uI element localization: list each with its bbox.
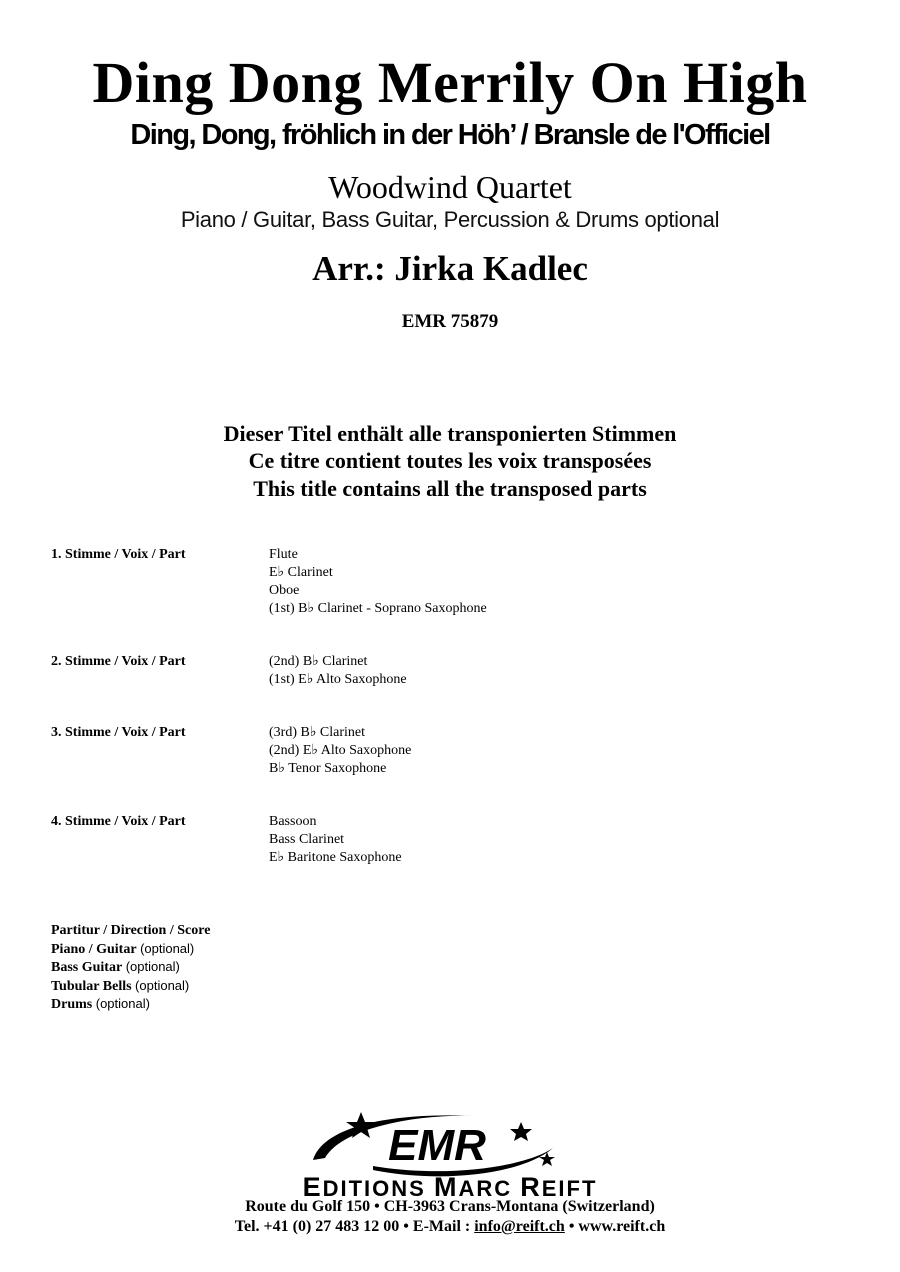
part-3-label: 3. Stimme / Voix / Part	[51, 725, 186, 740]
part-instrument: B♭ Tenor Saxophone	[269, 761, 387, 776]
part-instrument: (1st) B♭ Clarinet - Soprano Saxophone	[269, 601, 487, 616]
part-instrument: Bassoon	[269, 814, 317, 829]
extra-part: Tubular Bells (optional)	[51, 977, 190, 994]
part-1-instruments	[269, 546, 487, 618]
optional-instruments: Piano / Guitar, Bass Guitar, Percussion & Drums optional	[180, 207, 720, 232]
page-subtitle: Ding, Dong, fröhlich in der Höh’ / Bransle de l'Officiel	[130, 119, 770, 151]
part-instrument: E♭ Baritone Saxophone	[269, 850, 402, 865]
part-instrument: (2nd) B♭ Clarinet	[269, 654, 368, 669]
extra-part: Drums (optional)	[51, 996, 150, 1012]
part-instrument: Flute	[269, 547, 298, 562]
arranger: Arr.: Jirka Kadlec	[312, 249, 588, 288]
page-title: Ding Dong Merrily On High	[92, 50, 808, 115]
part-4-instruments	[269, 813, 402, 867]
emr-logo	[303, 1108, 565, 1182]
website-link[interactable]: • www.reift.ch	[564, 1218, 666, 1235]
part-instrument: (2nd) E♭ Alto Saxophone	[269, 743, 412, 758]
part-2-label: 2. Stimme / Voix / Part	[51, 654, 186, 669]
part-instrument: (3rd) B♭ Clarinet	[269, 725, 366, 740]
extra-parts-list	[51, 921, 210, 1014]
part-instrument: (1st) E♭ Alto Saxophone	[269, 672, 407, 687]
part-4-label: 4. Stimme / Voix / Part	[51, 814, 186, 829]
part-3-instruments	[269, 724, 411, 778]
ensemble: Woodwind Quartet	[328, 169, 572, 205]
catalog-number: EMR 75879	[401, 311, 499, 332]
transposed-note-de: Dieser Titel enthält alle transponierten Stimmen	[223, 421, 677, 446]
logo-text: EMR	[388, 1121, 486, 1170]
transposed-note-fr: Ce titre contient toutes les voix transposées	[248, 448, 652, 473]
transposed-note-en: This title contains all the transposed parts	[253, 476, 647, 501]
publisher-address: Route du Golf 150 • CH-3963 Crans-Montana (Switzerland)	[245, 1198, 655, 1215]
email-link[interactable]: info@reift.ch	[474, 1218, 565, 1235]
extra-part: Piano / Guitar (optional)	[51, 940, 195, 957]
part-2-instruments	[269, 653, 407, 689]
extra-part: Bass Guitar (optional)	[51, 959, 180, 975]
publisher-name: EDITIONS MARC REIFT	[302, 1172, 598, 1202]
extra-part: Partitur / Direction / Score	[51, 923, 211, 938]
part-instrument: Bass Clarinet	[269, 832, 345, 847]
part-instrument: E♭ Clarinet	[269, 565, 333, 580]
publisher-contact: Tel. +41 (0) 27 483 12 00 • E-Mail : info@reift.ch • www.reift.ch	[234, 1218, 666, 1235]
part-instrument: Oboe	[269, 583, 300, 598]
part-1-label: 1. Stimme / Voix / Part	[51, 547, 186, 562]
